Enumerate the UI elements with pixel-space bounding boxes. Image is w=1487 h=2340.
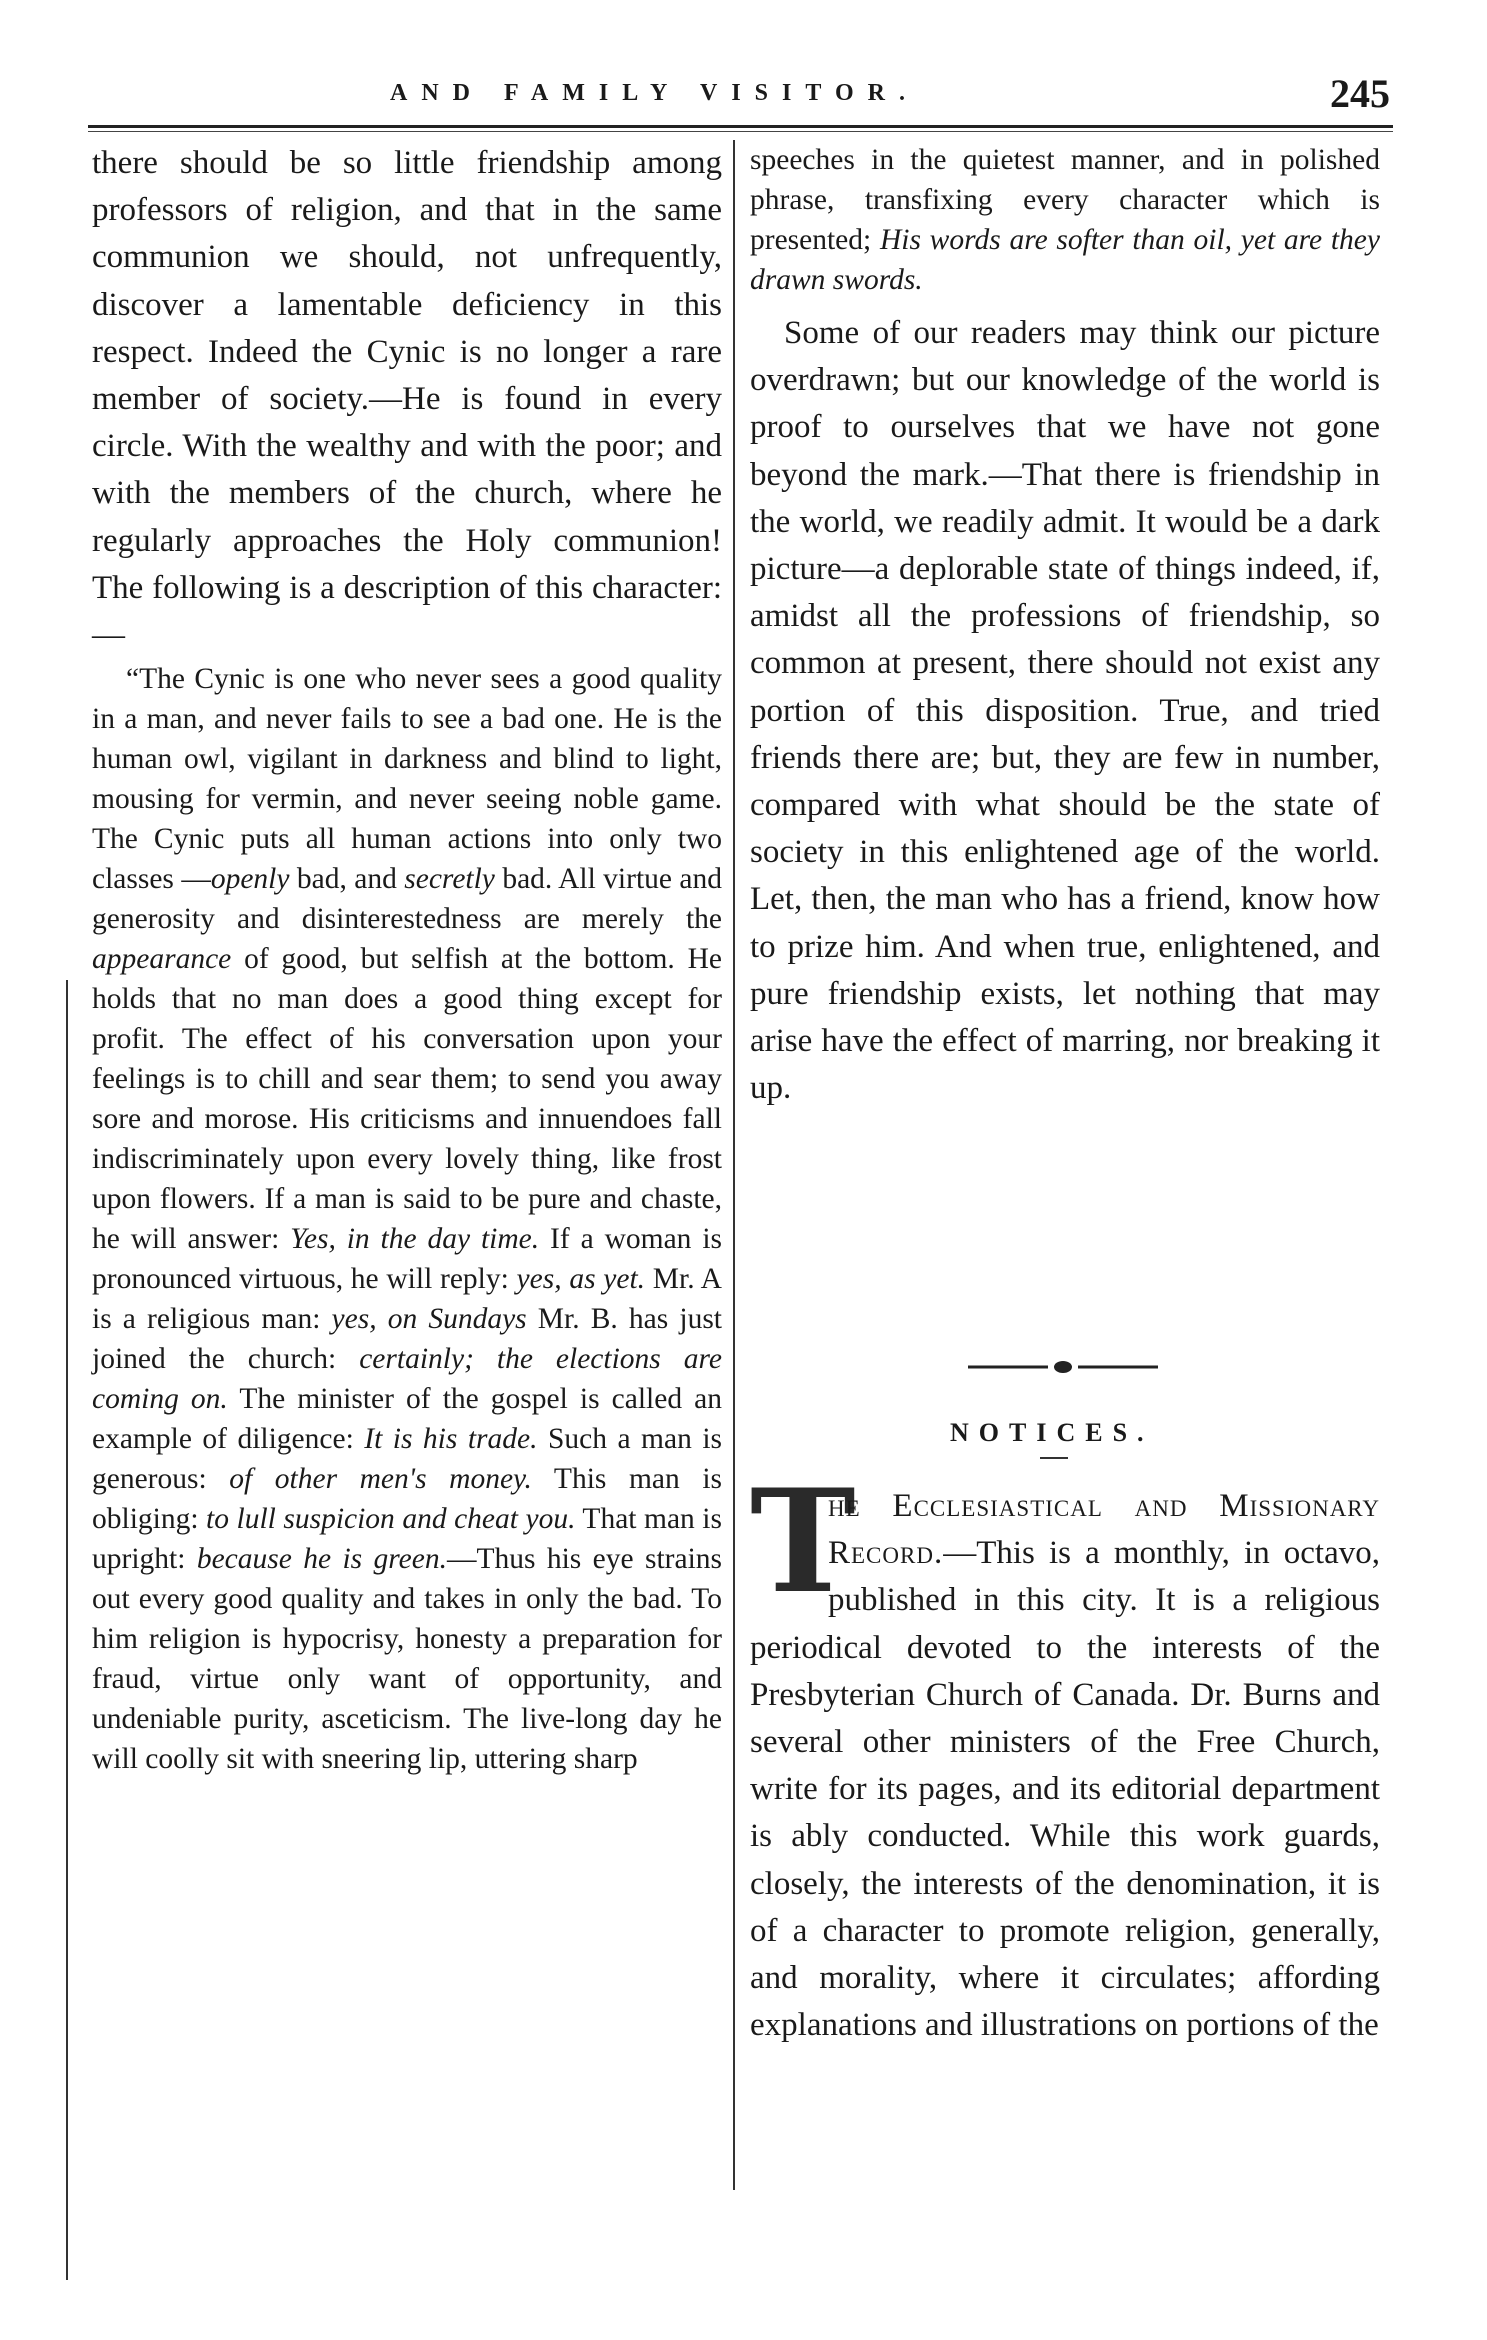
quote-emphasis: yes, as yet. [516, 1263, 646, 1296]
publication-name: he Ecclesiastical and Missionary Record. [828, 1488, 1380, 1572]
notice-paragraph [750, 1459, 1380, 2049]
quote-text: of good, but selfish at the bottom. He holds that no man does a good thing except for profit. The effect of his conversation upon your feelings is to chill and sear them; to send you away sore and morose. His criticisms and innuendoes fall indiscriminately upon every lovely thing, like frost upon flowers. If a man is said to be pure and chaste, he will answer: [92, 943, 722, 1256]
quote-text: —Thus his eye strains out every good quality and takes in only the bad. To him religion is hypocrisy, honesty a preparation for fraud, virtue only want of opportunity, and undeniable purity, asceticism. The live-long day he will coolly sit with sneering lip, uttering sharp [92, 1543, 722, 1776]
quote-emphasis: openly [210, 863, 290, 896]
quote-text: That man is upright: [92, 1503, 722, 1576]
quote-text: Mr. A is a religious man: [92, 1263, 722, 1336]
drop-cap: T [750, 1459, 856, 1625]
quote-text: Mr. B. has just joined the church: [92, 1303, 722, 1376]
header-rule-thin [88, 131, 1393, 132]
page-number: 245 [1330, 71, 1390, 116]
quote-emphasis: It is his trade. [364, 1423, 538, 1456]
quote-text: speeches in the quietest manner, and in polished phrase, transfixing every character which is presented; [750, 144, 1380, 256]
running-head [90, 70, 1390, 120]
quote-emphasis: because he is green. [196, 1543, 447, 1576]
margin-mark [66, 980, 68, 2280]
quote-emphasis: appearance [92, 943, 232, 976]
quote-text: If a woman is pronounced virtuous, he will reply: [92, 1223, 722, 1296]
quote-text: This man is obliging: [92, 1463, 722, 1536]
quote-text: bad, and [289, 863, 405, 896]
left-column [92, 140, 722, 1779]
quote-text: “The Cynic is one who never sees a good quality in a man, and never fails to see a bad one. He is the human owl, vigilant in darkness and blind to light, mousing for vermin, and never seeing noble game. The Cynic puts all human actions into only two classes — [92, 663, 722, 896]
quote-emphasis: Yes, in the day time. [290, 1223, 540, 1256]
quote-emphasis: secretly [404, 863, 495, 896]
quote-text: Such a man is generous: [92, 1423, 722, 1496]
notice-ecclesiastical-record [750, 1459, 1380, 2049]
running-head-title: AND FAMILY VISITOR. [390, 80, 919, 106]
quote-emphasis: of other men's money. [229, 1463, 532, 1496]
quote-text: The minister of the gospel is called an example of diligence: [92, 1383, 722, 1456]
header-rule [88, 125, 1393, 128]
quote-emphasis: certainly; the elections are coming on. [92, 1343, 722, 1416]
quote-continuation [750, 140, 1380, 300]
notices-heading: NOTICES. [950, 1418, 1154, 1447]
ornament-divider [968, 1359, 1158, 1375]
quote-emphasis: His words are softer than oil, yet are they drawn swords. [750, 224, 1380, 296]
friendship-paragraph: Some of our readers may think our picture overdrawn; but our knowledge of the world is proof to ourselves that we have not gone beyond the mark.—That there is friendship in the world, we readily admit. It would be a dark picture—a deplorable state of things indeed, if, amidst all the professions of friendship, so common at present, there should not exist any portion of this disposition. True, and tried friends there are; but, they are few in number, compared with what should be the state of society in this enlightened age of the world. Let, then, the man who has a friend, know how to prize him. And when true, enlightened, and pure friendship exists, let nothing that may arise have the effect of marring, nor breaking it up. [750, 315, 1380, 1107]
right-column [750, 140, 1380, 1112]
quote-emphasis: yes, on Sundays [331, 1303, 527, 1336]
cynic-quote-paragraph [92, 659, 722, 1779]
ornament-center-dot [1054, 1361, 1072, 1373]
quote-text: bad. All virtue and generosity and disinterestedness are merely the [92, 863, 722, 936]
quote-emphasis: to lull suspicion and cheat you. [206, 1503, 576, 1536]
notices-rule [1040, 1457, 1068, 1459]
column-divider [733, 140, 735, 2190]
cynic-intro-paragraph: there should be so little friendship among professors of religion, and that in the same communion we should, not unfrequently, discover a lamentable deficiency in this respect. Indeed the Cynic is no longer a rare member of society.—He is found in every circle. With the wealthy and with the poor; and with the members of the church, where he regularly approaches the Holy communion! The following is a description of this character:— [92, 145, 722, 654]
notice-text: —This is a monthly, in octavo, published in this city. It is a religious periodical devoted to the interests of the Presbyterian Church of Canada. Dr. Burns and several other ministers of the Free Church, write for its pages, and its editorial department is ably conducted. While this work guards, closely, the interests of the denomination, it is of a character to promote religion, generally, and morality, where it circulates; affording explanations and illustrations on portions of the [750, 1535, 1380, 2044]
